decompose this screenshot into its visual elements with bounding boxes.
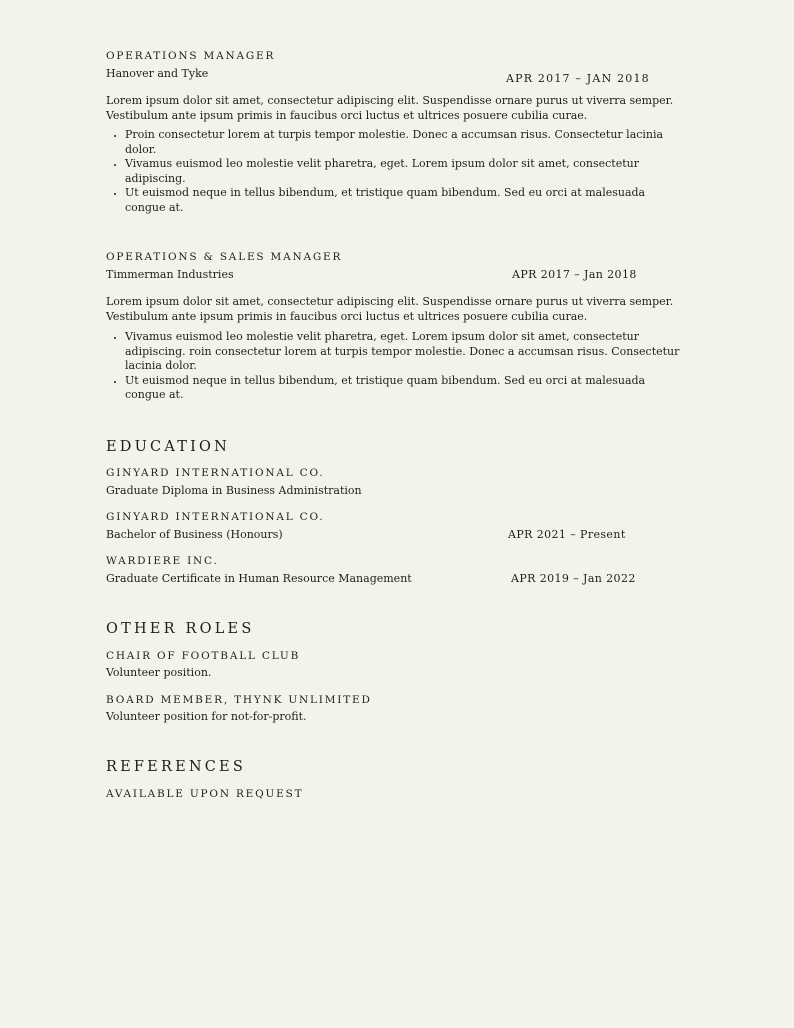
section-heading-references: REFERENCES bbox=[106, 759, 246, 775]
job-summary: Lorem ipsum dolor sit amet, consectetur adipiscing elit. Suspendisse ornare purus ut viverra semper. Vestibulum ante ipsum primis in faucibus orci luctus et ultrices posuere cubilia curae. bbox=[106, 94, 674, 122]
education-degree: Graduate Certificate in Human Resource Management bbox=[106, 572, 412, 585]
education-school: WARDIERE INC. bbox=[106, 555, 219, 567]
job-bullet-list bbox=[106, 330, 685, 403]
role-description: Volunteer position. bbox=[106, 666, 212, 679]
job-title: OPERATIONS & SALES MANAGER bbox=[106, 251, 343, 263]
education-school: GINYARD INTERNATIONAL CO. bbox=[106, 467, 325, 479]
education-degree: Bachelor of Business (Honours) bbox=[106, 528, 283, 541]
job-company: Hanover and Tyke bbox=[106, 67, 209, 80]
role-title: BOARD MEMBER, THYNK UNLIMITED bbox=[106, 694, 372, 706]
job-bullet: • Vivamus euismod leo molestie velit pharetra, eget. Lorem ipsum dolor sit amet, consectetur adipiscing. roin consectetur lorem at turpis tempor molestie. Donec a accumsan risus. Consectetur lacinia dolor. bbox=[125, 330, 685, 374]
job-bullet: • Ut euismod neque in tellus bibendum, et tristique quam bibendum. Sed eu orci at malesuada congue at. bbox=[125, 374, 685, 403]
job-bullet: • Proin consectetur lorem at turpis tempor molestie. Donec a accumsan risus. Consectetur lacinia dolor. bbox=[125, 128, 685, 157]
references-text: AVAILABLE UPON REQUEST bbox=[106, 788, 304, 800]
section-heading-education: EDUCATION bbox=[106, 439, 230, 455]
education-degree: Graduate Diploma in Business Administration bbox=[106, 484, 362, 497]
education-school: GINYARD INTERNATIONAL CO. bbox=[106, 511, 325, 523]
section-heading-other-roles: OTHER ROLES bbox=[106, 621, 255, 637]
job-dates: APR 2017 – JAN 2018 bbox=[506, 72, 650, 85]
role-title: CHAIR OF FOOTBALL CLUB bbox=[106, 650, 301, 662]
role-description: Volunteer position for not-for-profit. bbox=[106, 710, 307, 723]
job-company: Timmerman Industries bbox=[106, 268, 234, 281]
job-bullet: • Vivamus euismod leo molestie velit pharetra, eget. Lorem ipsum dolor sit amet, consectetur adipiscing. bbox=[125, 157, 685, 186]
education-dates: APR 2021 – Present bbox=[508, 528, 626, 541]
education-dates: APR 2019 – Jan 2022 bbox=[511, 572, 636, 585]
job-bullet: • Ut euismod neque in tellus bibendum, et tristique quam bibendum. Sed eu orci at malesuada congue at. bbox=[125, 186, 685, 215]
job-dates: APR 2017 – Jan 2018 bbox=[512, 268, 637, 281]
job-bullet-list bbox=[106, 128, 685, 216]
job-title: OPERATIONS MANAGER bbox=[106, 50, 276, 62]
job-summary: Lorem ipsum dolor sit amet, consectetur adipiscing elit. Suspendisse ornare purus ut viverra semper. Vestibulum ante ipsum primis in faucibus orci luctus et ultrices posuere cubilia curae. bbox=[106, 295, 674, 323]
